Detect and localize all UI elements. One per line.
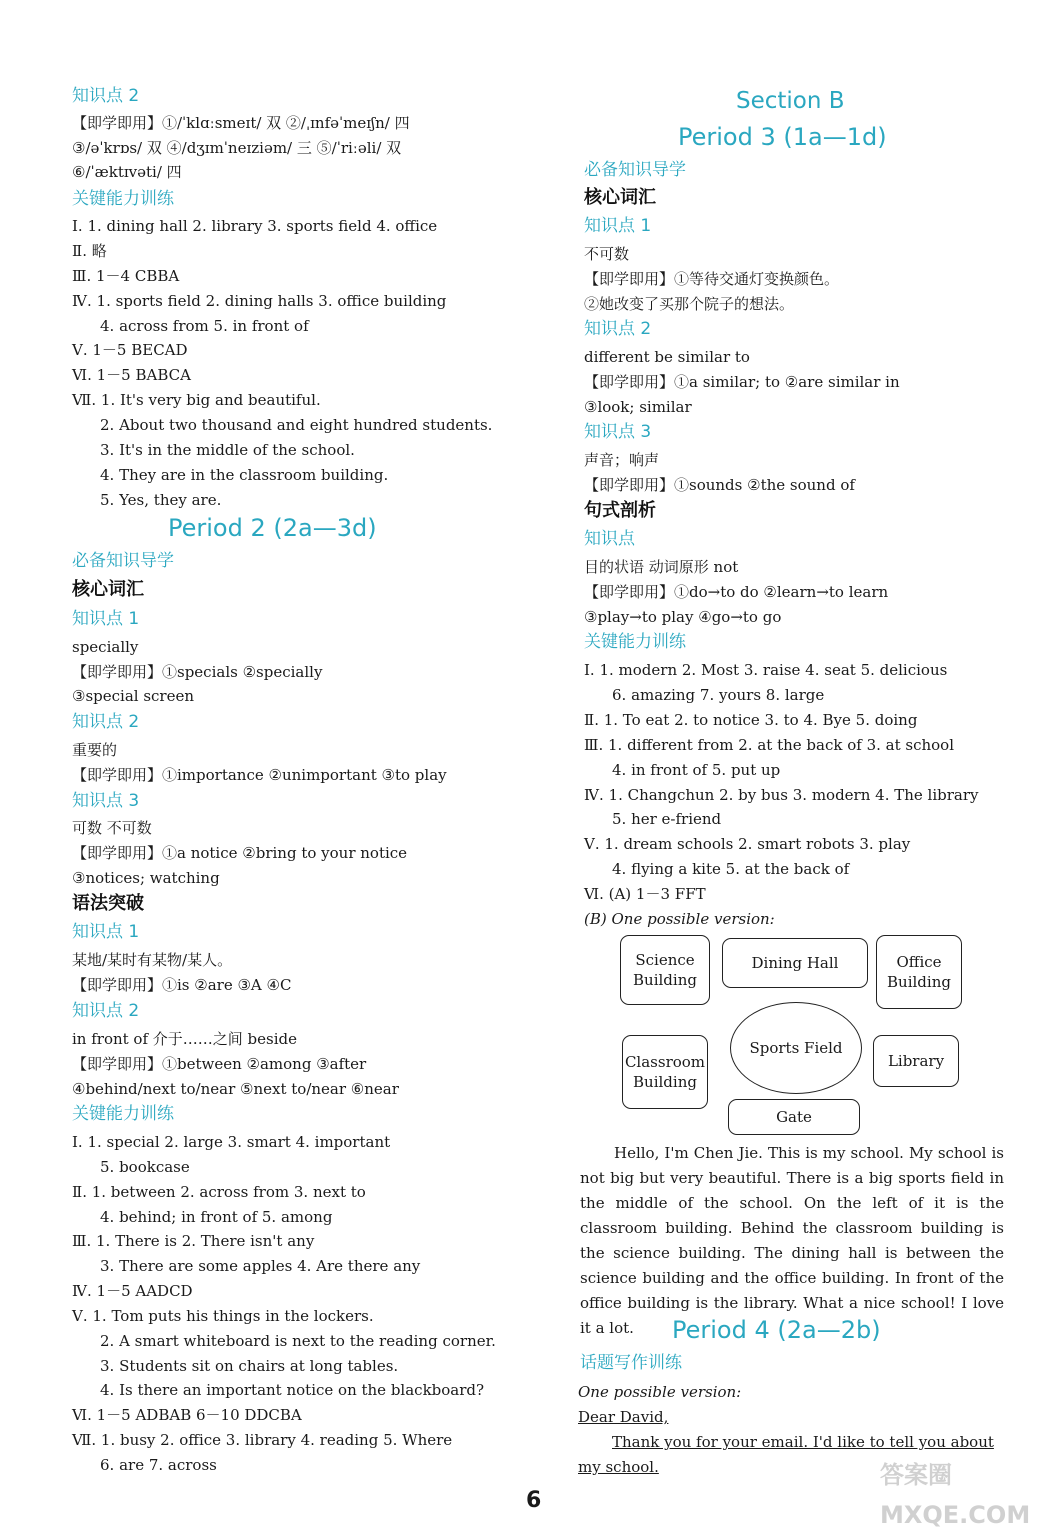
text-line: 声音；响声 [584,451,660,469]
text-line: 4. flying a kite 5. at the back of [612,860,850,878]
text-line: 2. About two thousand and eight hundred students. [100,416,493,434]
heading: 知识点 [584,529,635,549]
heading: 知识点 2 [72,712,140,732]
text-line: 【即学即用】①do→to do ②learn→to learn [584,583,889,601]
text-line: 2. A smart whiteboard is next to the reading corner. [100,1332,496,1350]
text-line: 【即学即用】①is ②are ③A ④C [72,976,292,994]
text-line: One possible version: [578,1383,742,1401]
text-line: ③/əˈkrɒs/ 双 ④/dʒɪmˈneɪziəm/ 三 ⑤/ˈriːəli/ 双 [72,139,402,157]
section-title: Section B [736,88,845,114]
heading: 知识点 3 [584,422,652,442]
map-sports-field: Sports Field [730,1002,862,1094]
heading: 关键能力训练 [72,1104,174,1124]
essay-paragraph: Hello, I'm Chen Jie. This is my school. My school is not big but very beautiful. There is a big sports field in the middle of the school. On the left of it is the classroom building. Behind the classroom building is the science building. The dining hall is between the science building and the office building. In front of the office building is the library. What a nice school! I love it a lot. [580,1144,1004,1337]
text-line: 3. Students sit on chairs at long tables. [100,1357,399,1375]
heading: 知识点 1 [584,216,652,236]
heading: 关键能力训练 [584,632,686,652]
period-title: Period 3 (1a—1d) [678,123,887,151]
text-line: Ⅱ. 略 [72,242,107,260]
text-line: 5. her e-friend [612,810,722,828]
heading: 知识点 2 [584,319,652,339]
map-science-building: Science Building [620,935,710,1005]
text-line: Ⅶ. 1. It's very big and beautiful. [72,391,321,409]
page-number: 6 [526,1488,542,1513]
map-gate: Gate [728,1099,860,1135]
text-line: different be similar to [584,348,750,366]
text-line: (B) One possible version: [584,910,775,928]
text-line: Ⅳ. 1－5 AADCD [72,1282,193,1300]
text-line: 重要的 [72,741,118,759]
map-library: Library [873,1035,959,1087]
text-line: 6. amazing 7. yours 8. large [612,686,825,704]
text-line: Ⅰ. 1. special 2. large 3. smart 4. important [72,1133,391,1151]
text-line: 【即学即用】①a similar; to ②are similar in [584,373,900,391]
heading: 核心词汇 [72,579,144,600]
map-classroom-building: Classroom Building [622,1035,708,1109]
heading: 必备知识导学 [72,551,174,571]
text-line: ③play→to play ④go→to go [584,608,782,626]
text-line: Ⅵ. 1－5 ADBAB 6－10 DDCBA [72,1406,302,1424]
map-office-building: Office Building [876,935,962,1009]
heading: 知识点 1 [72,609,140,629]
text-line: 【即学即用】①specials ②specially [72,663,323,681]
text-line: 4. Is there an important notice on the blackboard? [100,1381,485,1399]
text-line: 目的状语 动词原形 not [584,558,739,576]
text-line: Ⅵ. (A) 1－3 FFT [584,885,706,903]
text-line: Ⅱ. 1. To eat 2. to notice 3. to 4. Bye 5. doing [584,711,918,729]
text-line: 4. behind; in front of 5. among [100,1208,333,1226]
period-title: Period 4 (2a—2b) [672,1316,881,1344]
text-line: 4. in front of 5. put up [612,761,781,779]
text-line: Ⅰ. 1. dining hall 2. library 3. sports field 4. office [72,217,438,235]
text-line: Thank you for your email. I'd like to tell you about [612,1433,994,1451]
text-line: Ⅳ. 1. sports field 2. dining halls 3. office building [72,292,447,310]
text-line: 6. are 7. across [100,1456,217,1474]
text-line: Ⅲ. 1. There is 2. There isn't any [72,1232,315,1250]
text-line: ④behind/next to/near ⑤next to/near ⑥near [72,1080,399,1098]
text-line: 某地/某时有某物/某人。 [72,951,233,969]
watermark-text: 答案圈 MXQE.COM [880,1461,1031,1529]
text-line: 【即学即用】①sounds ②the sound of [584,476,855,494]
period-title: Period 2 (2a—3d) [168,514,377,542]
text-line: ③notices; watching [72,869,220,887]
text-line: Ⅶ. 1. busy 2. office 3. library 4. reading 5. Where [72,1431,453,1449]
heading: 句式剖析 [584,500,656,521]
heading: 关键能力训练 [72,189,174,209]
text-line: Ⅲ. 1－4 CBBA [72,267,180,285]
heading: 必备知识导学 [584,160,686,180]
watermark [880,1455,1040,1530]
text-line: ⑥/ˈæktɪvəti/ 四 [72,163,182,181]
heading: 知识点 1 [72,922,140,942]
text-line: my school. [578,1458,659,1476]
map-dining-hall: Dining Hall [722,938,868,988]
heading: 话题写作训练 [580,1353,682,1373]
text-line: Ⅰ. 1. modern 2. Most 3. raise 4. seat 5. delicious [584,661,948,679]
text-line: 【即学即用】①a notice ②bring to your notice [72,844,408,862]
text-line: specially [72,638,139,656]
text-line: 4. They are in the classroom building. [100,466,389,484]
text-line: Ⅴ. 1－5 BECAD [72,341,188,359]
text-line: 【即学即用】①/ˈklɑːsmeɪt/ 双 ②/ˌɪnfəˈmeɪʃn/ 四 [72,114,410,132]
text-line: Ⅴ. 1. Tom puts his things in the lockers. [72,1307,374,1325]
text-line: Ⅳ. 1. Changchun 2. by bus 3. modern 4. The library [584,786,979,804]
heading: 知识点 2 [72,1001,140,1021]
text-line: 3. It's in the middle of the school. [100,441,355,459]
text-line: 可数 不可数 [72,819,152,837]
text-line: Ⅱ. 1. between 2. across from 3. next to [72,1183,366,1201]
text-line: 4. across from 5. in front of [100,317,309,335]
text-line: in front of 介于……之间 beside [72,1030,298,1048]
text-line: 不可数 [584,245,630,263]
heading: 核心词汇 [584,187,656,208]
text-line: ②她改变了买那个院子的想法。 [584,295,795,313]
text-line: 【即学即用】①等待交通灯变换颜色。 [584,270,840,288]
text-line: 【即学即用】①importance ②unimportant ③to play [72,766,447,784]
text-line: 【即学即用】①between ②among ③after [72,1055,367,1073]
text-line: Dear David, [578,1408,669,1426]
text-line: 3. There are some apples 4. Are there any [100,1257,421,1275]
text-line: ③special screen [72,687,195,705]
text-line: 5. Yes, they are. [100,491,222,509]
heading: 知识点 3 [72,791,140,811]
text-line: 5. bookcase [100,1158,190,1176]
heading: 知识点 2 [72,86,140,106]
text-line: Ⅵ. 1－5 BABCA [72,366,191,384]
text-line: Ⅴ. 1. dream schools 2. smart robots 3. play [584,835,911,853]
text-line: Ⅲ. 1. different from 2. at the back of 3. at school [584,736,955,754]
heading: 语法突破 [72,893,144,914]
text-line: ③look; similar [584,398,692,416]
